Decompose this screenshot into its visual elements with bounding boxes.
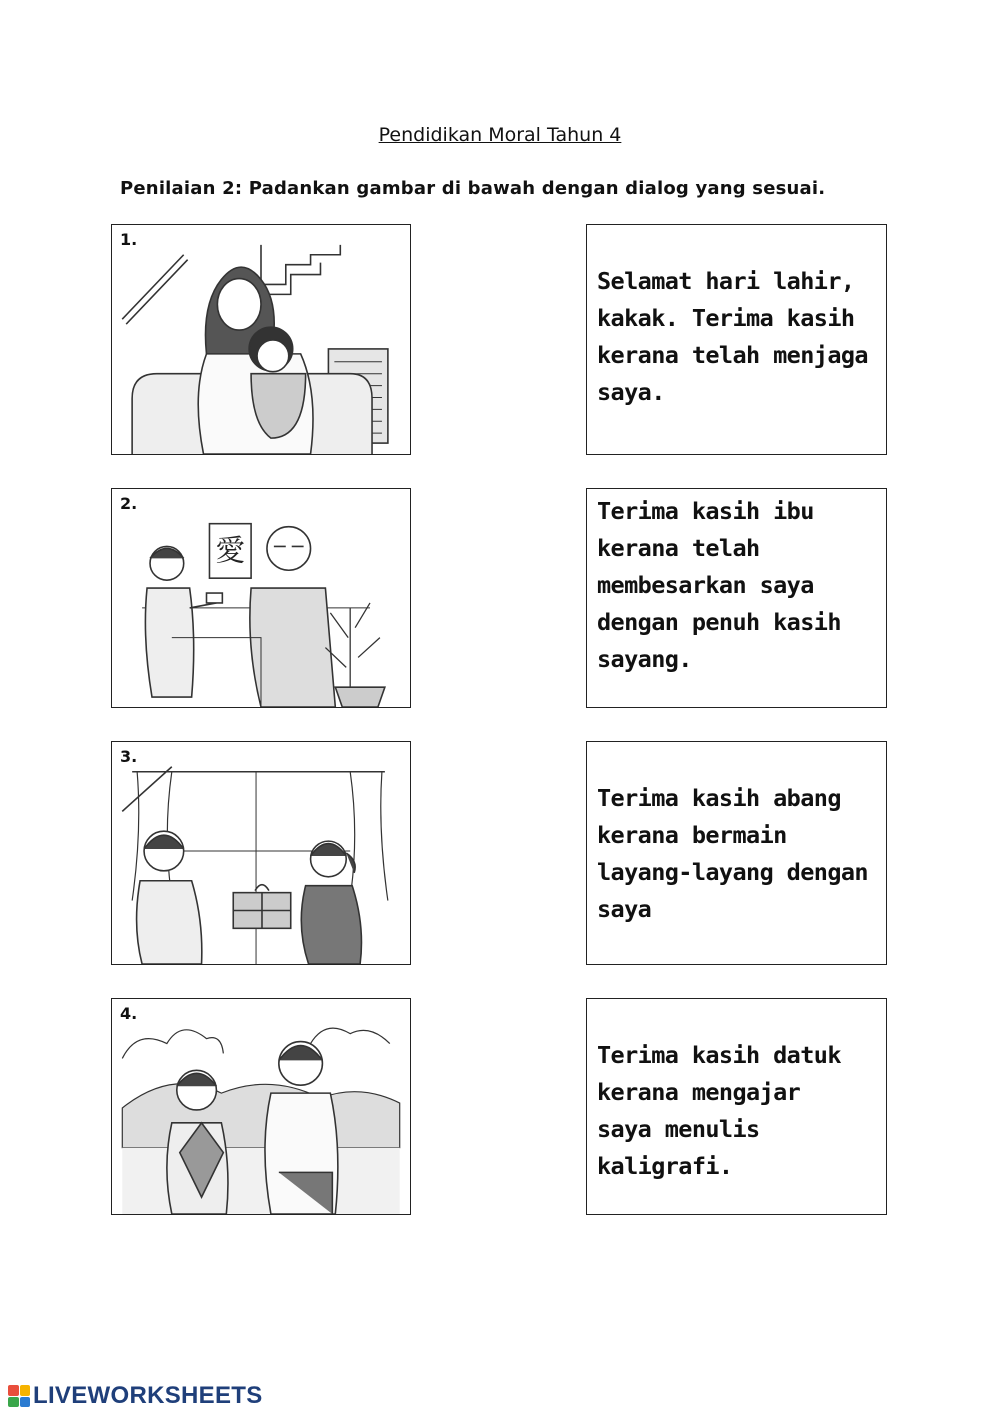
instruction-text: Penilaian 2: Padankan gambar di bawah dengan dialog yang sesuai. bbox=[120, 178, 826, 199]
svg-text:愛: 愛 bbox=[215, 533, 246, 569]
liveworksheets-icon bbox=[8, 1385, 30, 1407]
picture-box-4[interactable] bbox=[111, 998, 411, 1215]
liveworksheets-logo[interactable] bbox=[8, 1382, 263, 1410]
dialog-text-3: Terima kasih abang kerana bermain layang-layang dengan saya bbox=[597, 784, 868, 923]
illustration-boy-serving-grandfather bbox=[112, 489, 410, 707]
illustration-brothers-with-kite bbox=[112, 999, 410, 1214]
dialog-box-1[interactable] bbox=[586, 224, 887, 455]
page-title: Pendidikan Moral Tahun 4 bbox=[378, 124, 622, 146]
picture-number-1: 1. bbox=[120, 230, 138, 249]
illustration-mother-hugging-child bbox=[112, 225, 410, 454]
dialog-box-4[interactable] bbox=[586, 998, 887, 1215]
dialog-text-1: Selamat hari lahir, kakak. Terima kasih kerana telah menjaga saya. bbox=[597, 267, 868, 406]
dialog-text-2: Terima kasih ibu kerana telah membesarkan saya dengan penuh kasih sayang. bbox=[597, 497, 841, 673]
picture-number-2: 2. bbox=[120, 494, 138, 513]
picture-box-1[interactable] bbox=[111, 224, 411, 455]
dialog-text-4: Terima kasih datuk kerana mengajar saya menulis kaligrafi. bbox=[597, 1041, 841, 1180]
dialog-box-2[interactable] bbox=[586, 488, 887, 708]
picture-number-4: 4. bbox=[120, 1004, 138, 1023]
picture-box-2[interactable] bbox=[111, 488, 411, 708]
picture-number-3: 3. bbox=[120, 747, 138, 766]
illustration-girls-exchanging-gift bbox=[112, 742, 410, 964]
dialog-box-3[interactable] bbox=[586, 741, 887, 965]
brand-name: LIVEWORKSHEETS bbox=[33, 1382, 263, 1409]
picture-box-3[interactable] bbox=[111, 741, 411, 965]
